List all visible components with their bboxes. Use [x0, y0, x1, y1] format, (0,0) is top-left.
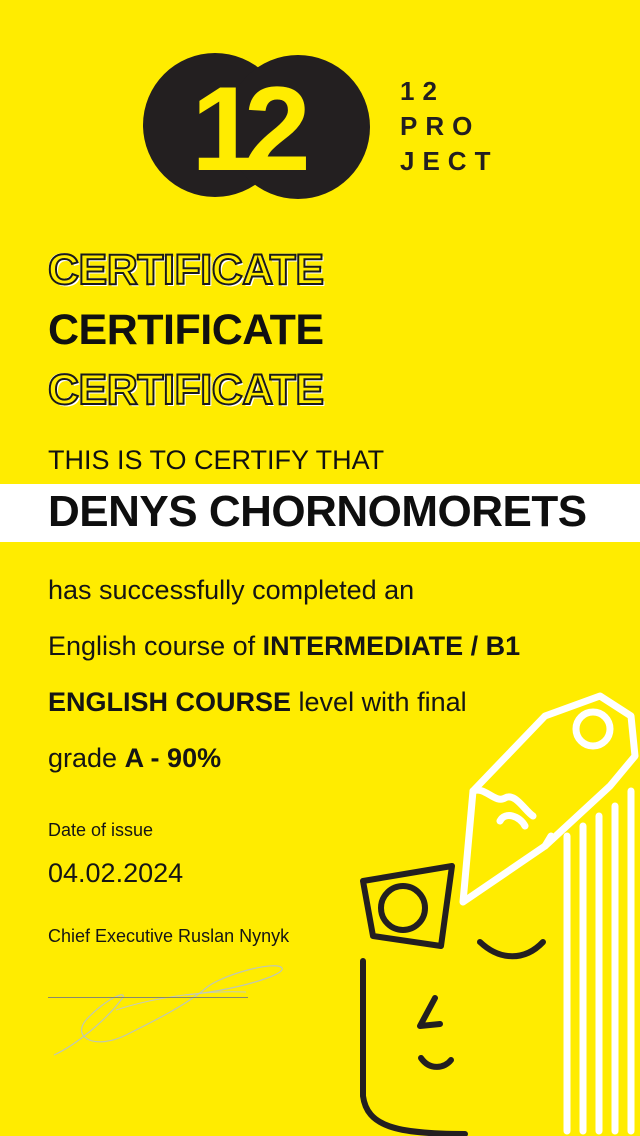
signature-line	[48, 997, 248, 998]
issue-date: 04.02.2024	[48, 858, 184, 888]
signatory-name: Chief Executive Ruslan Nynyk	[48, 926, 290, 946]
brand-line-2: PRO	[400, 111, 481, 141]
signature	[46, 950, 296, 1065]
date-label: Date of issue	[48, 820, 154, 840]
course-name: ENGLISH COURSE	[48, 687, 292, 717]
body-line-2-prefix: English course of	[48, 631, 263, 661]
final-grade: A - 90%	[124, 743, 222, 773]
certificate-title-outline-2: CERTIFICATE	[48, 366, 324, 414]
body-line-3-suffix: level with final	[291, 687, 467, 717]
body-line-2	[48, 618, 568, 674]
logo-mark	[140, 52, 380, 202]
brand-line-3: JECT	[400, 146, 499, 176]
body-line-4-prefix: grade	[48, 743, 125, 773]
certificate-title-solid: CERTIFICATE	[48, 306, 324, 354]
brand-wordmark	[400, 74, 498, 179]
certify-text: THIS IS TO CERTIFY THAT	[48, 445, 385, 475]
face-illustration	[355, 676, 640, 1136]
logo-mark-text: 12	[191, 62, 297, 196]
course-level: INTERMEDIATE / B1	[262, 631, 521, 661]
brand-line-1: 12	[400, 76, 445, 106]
recipient-name: DENYS CHORNOMORETS	[48, 487, 587, 536]
body-line-1: has successfully completed an	[48, 575, 415, 605]
certificate-title-outline-1: CERTIFICATE	[48, 246, 324, 294]
